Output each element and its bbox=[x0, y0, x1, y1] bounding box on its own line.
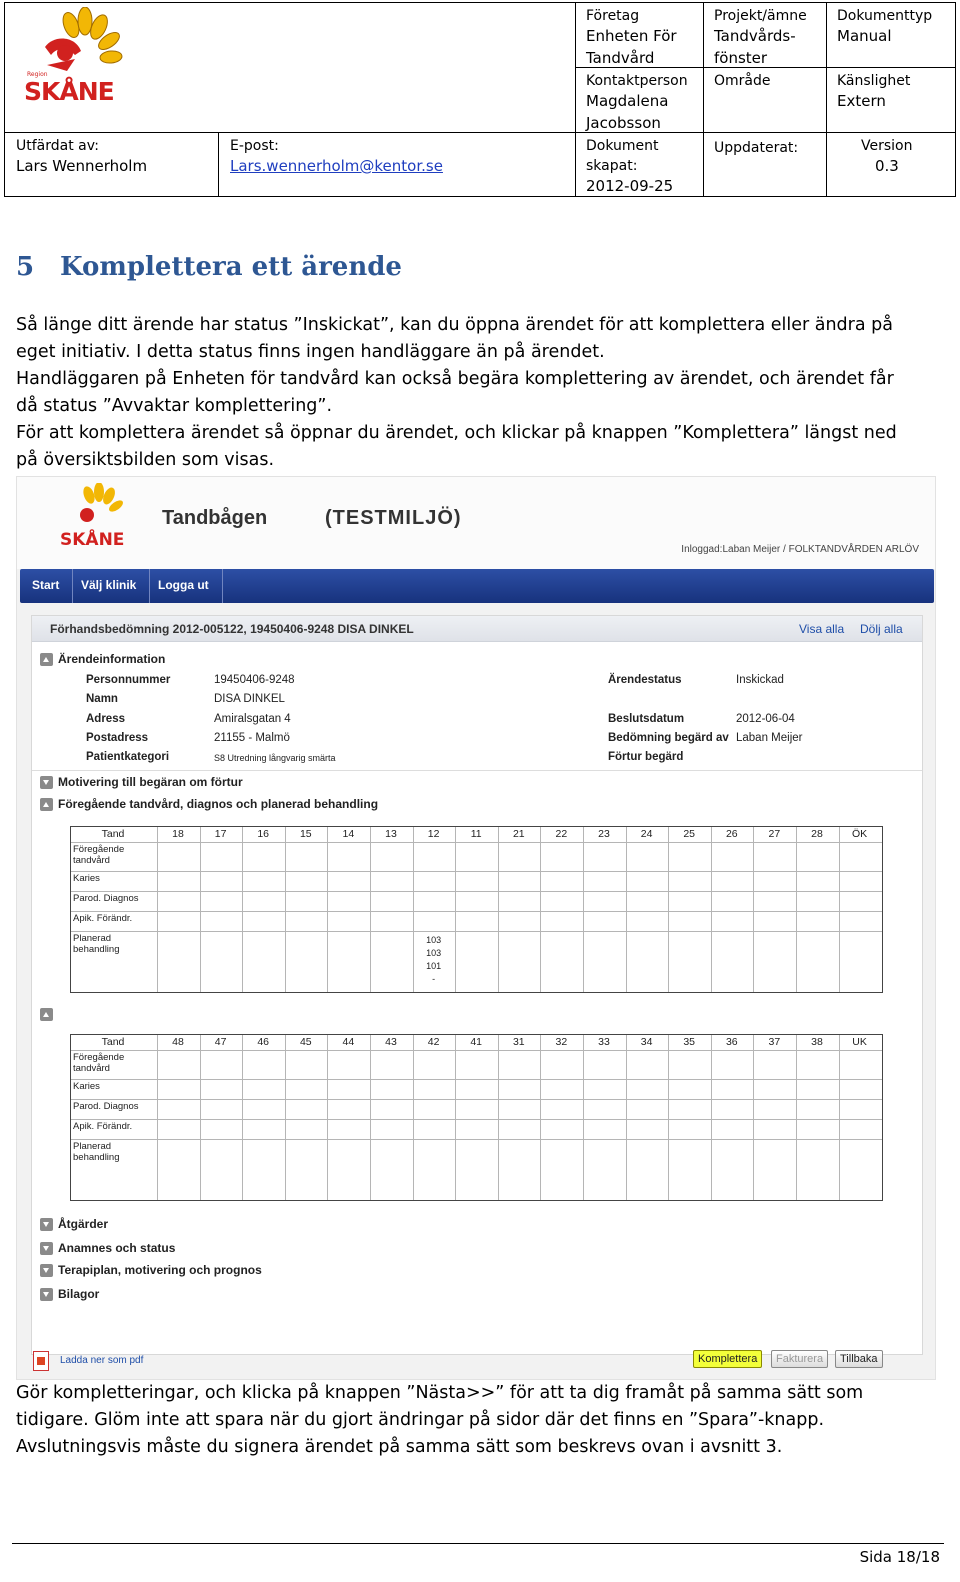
section-case-info[interactable]: Ärendeinformation bbox=[58, 652, 166, 666]
app-logo bbox=[59, 483, 131, 549]
project-value-line2: fönster bbox=[714, 49, 768, 67]
nav-logout[interactable]: Logga ut bbox=[158, 578, 209, 592]
collapse-icon[interactable] bbox=[40, 798, 53, 811]
field-value: Amiralsgatan 4 bbox=[214, 713, 291, 725]
tooth-number: ÖK bbox=[852, 828, 868, 840]
field-label: Namn bbox=[86, 693, 118, 705]
sensitivity-value: Extern bbox=[837, 92, 886, 110]
field-label: Förtur begärd bbox=[608, 751, 684, 763]
case-panel bbox=[31, 615, 923, 1355]
tooth-number: 42 bbox=[427, 1036, 440, 1048]
paragraph-status bbox=[16, 312, 946, 366]
area-label: Område bbox=[714, 73, 771, 89]
app-footer bbox=[17, 1337, 936, 1380]
expand-icon[interactable] bbox=[40, 1264, 53, 1277]
tooth-number: 21 bbox=[512, 828, 525, 840]
tooth-number: 33 bbox=[598, 1036, 610, 1048]
field-value: Inskickad bbox=[736, 674, 784, 686]
tooth-number: 11 bbox=[470, 828, 482, 840]
nav-start[interactable]: Start bbox=[32, 578, 60, 592]
expand-icon[interactable] bbox=[40, 1288, 53, 1301]
paragraph-line: då status ”Avvaktar komplettering”. bbox=[16, 396, 333, 416]
tooth-number: 15 bbox=[299, 828, 312, 840]
tooth-number: 16 bbox=[257, 828, 270, 840]
paragraph-line: eget initiativ. I detta status finns ingen handläggare än på ärendet. bbox=[16, 342, 605, 362]
field-label: Adress bbox=[86, 713, 125, 725]
tooth-number: 27 bbox=[768, 828, 781, 840]
row-label: Karies bbox=[73, 1081, 100, 1092]
planned-treatment-code: - bbox=[432, 974, 436, 984]
paragraph-line: Avslutningsvis måste du signera ärendet på samma sätt som beskrevs ovan i avsnitt 3. bbox=[16, 1437, 783, 1457]
tooth-number: 22 bbox=[555, 828, 568, 840]
field-value: S8 Utredning långvarig smärta bbox=[214, 753, 336, 763]
field-value: 21155 - Malmö bbox=[214, 732, 290, 744]
komplettera-button[interactable]: Komplettera bbox=[693, 1350, 762, 1368]
field-value: DISA DINKEL bbox=[214, 693, 285, 705]
company-value-line2: Tandvård bbox=[586, 49, 655, 67]
pdf-icon[interactable] bbox=[33, 1351, 49, 1371]
download-pdf-link[interactable]: Ladda ner som pdf bbox=[60, 1355, 144, 1366]
tooth-number: 23 bbox=[598, 828, 610, 840]
section-number: 5 bbox=[16, 252, 35, 282]
planned-treatment-code: 101 bbox=[426, 961, 442, 971]
contact-value-line2: Jacobsson bbox=[586, 114, 661, 132]
created-label-line2: skapat: bbox=[586, 158, 638, 174]
footer-rule bbox=[12, 1543, 944, 1544]
collapse-icon[interactable] bbox=[40, 1008, 53, 1021]
paragraph-line: För att komplettera ärendet så öppnar du ärendet, och klickar på knappen ”Komplettera” längst ned bbox=[16, 423, 897, 443]
tooth-number: 36 bbox=[725, 1036, 738, 1048]
row-label: Apik. Förändr. bbox=[73, 913, 133, 924]
svg-text:SKÅNE: SKÅNE bbox=[24, 77, 114, 103]
tooth-number: 25 bbox=[683, 828, 696, 840]
tooth-number: 14 bbox=[342, 828, 355, 840]
app-title: Tandbågen bbox=[162, 507, 268, 529]
row-label: Karies bbox=[73, 873, 100, 884]
nav-choose-clinic[interactable]: Välj klinik bbox=[81, 578, 137, 592]
planned-treatment-code: 103 bbox=[426, 935, 442, 945]
project-label: Projekt/ämne bbox=[714, 8, 807, 24]
row-label: Planerad behandling bbox=[73, 933, 120, 955]
paragraph-line: Gör kompletteringar, och klicka på knappen ”Nästa>>” för att ta dig framåt på samma sätt som bbox=[16, 1383, 864, 1403]
version-label: Version bbox=[861, 138, 913, 154]
paragraph-handler bbox=[16, 366, 946, 420]
row-label: Planerad behandling bbox=[73, 1141, 120, 1163]
case-title: Förhandsbedömning 2012-005122, 19450406-9248 DISA DINKEL bbox=[50, 622, 414, 636]
project-value-line1: Tandvårds- bbox=[714, 27, 796, 45]
issued-by-label: Utfärdat av: bbox=[16, 138, 99, 154]
planned-treatment-code: 103 bbox=[426, 948, 442, 958]
email-label: E-post: bbox=[230, 138, 279, 154]
field-label: Patientkategori bbox=[86, 751, 170, 763]
tooth-number: 12 bbox=[427, 828, 440, 840]
login-info: Inloggad:Laban Meijer / FOLKTANDVÅRDEN ARLÖV bbox=[681, 544, 919, 555]
paragraph-instructions bbox=[16, 420, 946, 474]
row-label: Parod. Diagnos bbox=[73, 893, 139, 904]
tooth-number: 38 bbox=[811, 1036, 823, 1048]
paragraph-line: tidigare. Glöm inte att spara när du gjort ändringar på sidor där det finns en ”Spara”-knapp. bbox=[16, 1410, 825, 1430]
field-value: 2012-06-04 bbox=[736, 713, 795, 725]
expand-icon[interactable] bbox=[40, 776, 53, 789]
tooth-number: 18 bbox=[172, 828, 184, 840]
tooth-number: 46 bbox=[257, 1036, 270, 1048]
tillbaka-button[interactable]: Tillbaka bbox=[835, 1350, 883, 1368]
version-value: 0.3 bbox=[875, 157, 899, 175]
tooth-number: 43 bbox=[385, 1036, 397, 1048]
field-value: Laban Meijer bbox=[736, 732, 803, 744]
embedded-app-screenshot bbox=[16, 476, 936, 1380]
tooth-number: UK bbox=[852, 1036, 867, 1048]
issued-by-value: Lars Wennerholm bbox=[16, 157, 148, 175]
app-environment: (TESTMILJÖ) bbox=[325, 507, 462, 529]
row-label: Apik. Förändr. bbox=[73, 1121, 133, 1132]
region-skane-logo bbox=[23, 7, 133, 103]
section-previous-care[interactable]: Föregående tandvård, diagnos och planerad behandling bbox=[58, 797, 379, 811]
document-header bbox=[4, 2, 956, 197]
tooth-number: 31 bbox=[512, 1036, 525, 1048]
collapse-icon[interactable] bbox=[40, 653, 53, 666]
field-value: 19450406-9248 bbox=[214, 674, 295, 686]
email-link[interactable]: Lars.wennerholm@kentor.se bbox=[230, 157, 443, 175]
field-label: Postadress bbox=[86, 732, 149, 744]
fakturera-button[interactable]: Fakturera bbox=[771, 1350, 828, 1368]
paragraph-line: på översiktsbilden som visas. bbox=[16, 450, 275, 470]
svg-text:SKÅNE: SKÅNE bbox=[60, 530, 125, 549]
tooth-number: 35 bbox=[683, 1036, 696, 1048]
section-actions[interactable]: Åtgärder bbox=[58, 1217, 109, 1231]
field-label: Beslutsdatum bbox=[608, 713, 685, 725]
tooth-number: 13 bbox=[385, 828, 397, 840]
field-label: Ärendestatus bbox=[608, 674, 682, 686]
company-label: Företag bbox=[586, 8, 640, 24]
field-label: Personnummer bbox=[86, 674, 171, 686]
section-heading bbox=[16, 252, 402, 282]
svg-text:Region: Region bbox=[27, 71, 48, 78]
section-title: Komplettera ett ärende bbox=[60, 252, 402, 282]
app-header bbox=[17, 477, 936, 569]
case-panel-header bbox=[32, 616, 922, 642]
contact-value-line1: Magdalena bbox=[586, 92, 669, 110]
row-label: Föregående tandvård bbox=[73, 1052, 125, 1074]
contact-label: Kontaktperson bbox=[586, 73, 688, 89]
row-label: Föregående tandvård bbox=[73, 844, 125, 866]
updated-label: Uppdaterat: bbox=[714, 140, 799, 156]
section-motivation[interactable]: Motivering till begäran om förtur bbox=[58, 775, 243, 789]
paragraph-line: Så länge ditt ärende har status ”Inskickat”, kan du öppna ärendet för att komplettera eller ändra på bbox=[16, 315, 893, 335]
sensitivity-label: Känslighet bbox=[837, 73, 911, 89]
tooth-number: 28 bbox=[811, 828, 823, 840]
tooth-header-label: Tand bbox=[101, 1036, 125, 1048]
row-label: Parod. Diagnos bbox=[73, 1101, 139, 1112]
tooth-number: 41 bbox=[470, 1036, 483, 1048]
hide-all-link[interactable]: Dölj alla bbox=[860, 622, 903, 636]
app-navbar bbox=[20, 569, 934, 603]
show-all-link[interactable]: Visa alla bbox=[799, 622, 845, 636]
company-value-line1: Enheten För bbox=[586, 27, 677, 45]
section-anamnes[interactable]: Anamnes och status bbox=[58, 1241, 176, 1255]
section-therapy[interactable]: Terapiplan, motivering och prognos bbox=[58, 1263, 262, 1277]
tooth-number: 17 bbox=[214, 828, 227, 840]
section-attachments[interactable]: Bilagor bbox=[58, 1287, 100, 1301]
doctype-label: Dokumenttyp bbox=[837, 8, 933, 24]
tooth-grid-upper bbox=[70, 826, 883, 993]
tooth-number: 37 bbox=[768, 1036, 781, 1048]
tooth-number: 32 bbox=[555, 1036, 568, 1048]
tooth-number: 47 bbox=[214, 1036, 227, 1048]
doctype-value: Manual bbox=[837, 27, 892, 45]
page-number: Sida 18/18 bbox=[859, 1548, 940, 1566]
tooth-grid-lower bbox=[70, 1034, 883, 1201]
expand-icon[interactable] bbox=[40, 1218, 53, 1231]
created-value: 2012-09-25 bbox=[586, 177, 674, 195]
paragraph-line: Handläggaren på Enheten för tandvård kan också begära komplettering av ärendet, och ärendet får bbox=[16, 369, 894, 389]
tooth-number: 44 bbox=[342, 1036, 355, 1048]
field-label: Bedömning begärd av bbox=[608, 732, 729, 744]
tooth-number: 24 bbox=[640, 828, 653, 840]
expand-icon[interactable] bbox=[40, 1242, 53, 1255]
created-label-line1: Dokument bbox=[586, 138, 659, 154]
tooth-number: 48 bbox=[172, 1036, 184, 1048]
tooth-number: 45 bbox=[299, 1036, 312, 1048]
tooth-number: 34 bbox=[640, 1036, 653, 1048]
tooth-header-label: Tand bbox=[101, 828, 125, 840]
tooth-number: 26 bbox=[725, 828, 738, 840]
paragraph-closing bbox=[16, 1380, 946, 1461]
